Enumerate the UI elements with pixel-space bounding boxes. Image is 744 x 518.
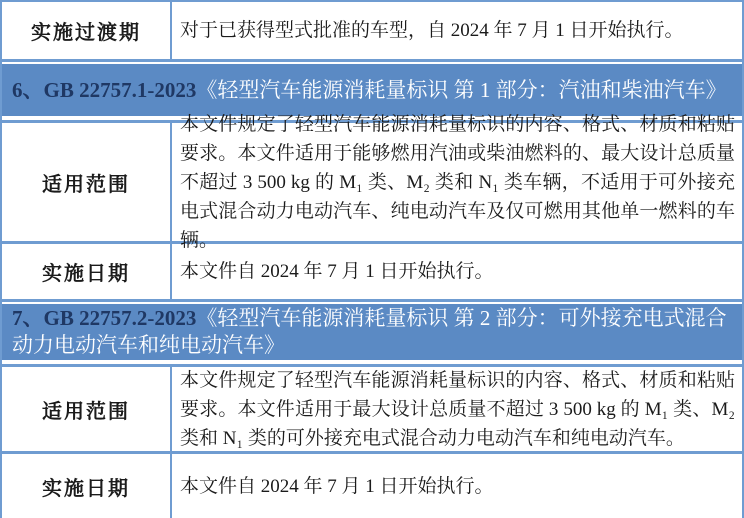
row-content-text: 本文件规定了轻型汽车能源消耗量标识的内容、格式、材质和粘贴要求。本文件适用于最大设计总质量不超过 3 500 kg 的 M₁ 类、M₂ 类和 N₁ 类的可外接充电式混合动力电动汽车和纯电动汽车。 [180,369,735,449]
row-label: 实施日期 [2,454,172,518]
section-title: 《轻型汽车能源消耗量标识 第 1 部分：汽油和柴油汽车》 [196,77,727,102]
row-scope-1 [2,113,742,251]
row-scope-2 [2,367,742,454]
row-content [172,454,742,518]
row-content [172,367,742,451]
row-implementation-date-2 [2,454,742,518]
row-content-text: 本文件自 2024 年 7 月 1 日开始执行。 [180,475,494,497]
section-header-gb22757-2 [2,302,742,367]
row-content [172,113,742,251]
section-band [2,64,742,116]
row-content-text: 本文件规定了轻型汽车能源消耗量标识的内容、格式、材质和粘贴要求。本文件适用于能够燃用汽油或柴油燃料的、最大设计总质量不超过 3 500 kg 的 M₁ 类、M₂ 类和 N₁ 类车辆，不适用于可外接充电式混合动力电动汽车、纯电动汽车及仅可燃用其他单一燃料的车辆。 [180,113,735,251]
section-code: 6、GB 22757.1-2023 [12,77,197,102]
row-content [172,2,742,59]
row-implementation-date-1 [2,244,742,302]
row-content-text: 对于已获得型式批准的车型，自 2024 年 7 月 1 日开始执行。 [180,20,684,41]
row-label: 实施过渡期 [2,2,172,59]
section-code: 7、GB 22757.2-2023 [12,306,197,330]
row-implementation-transition [2,2,742,62]
section-heading [12,305,732,359]
row-label: 实施日期 [2,244,172,299]
row-label: 适用范围 [2,123,172,241]
section-title: 《轻型汽车能源消耗量标识 第 2 部分：可外接充电式混合动力电动汽车和纯电动汽车》 [12,306,727,357]
row-content [172,244,742,299]
row-label: 适用范围 [2,367,172,451]
section-heading [12,77,727,104]
section-band [2,304,742,360]
row-content-text: 本文件自 2024 年 7 月 1 日开始执行。 [180,261,494,282]
